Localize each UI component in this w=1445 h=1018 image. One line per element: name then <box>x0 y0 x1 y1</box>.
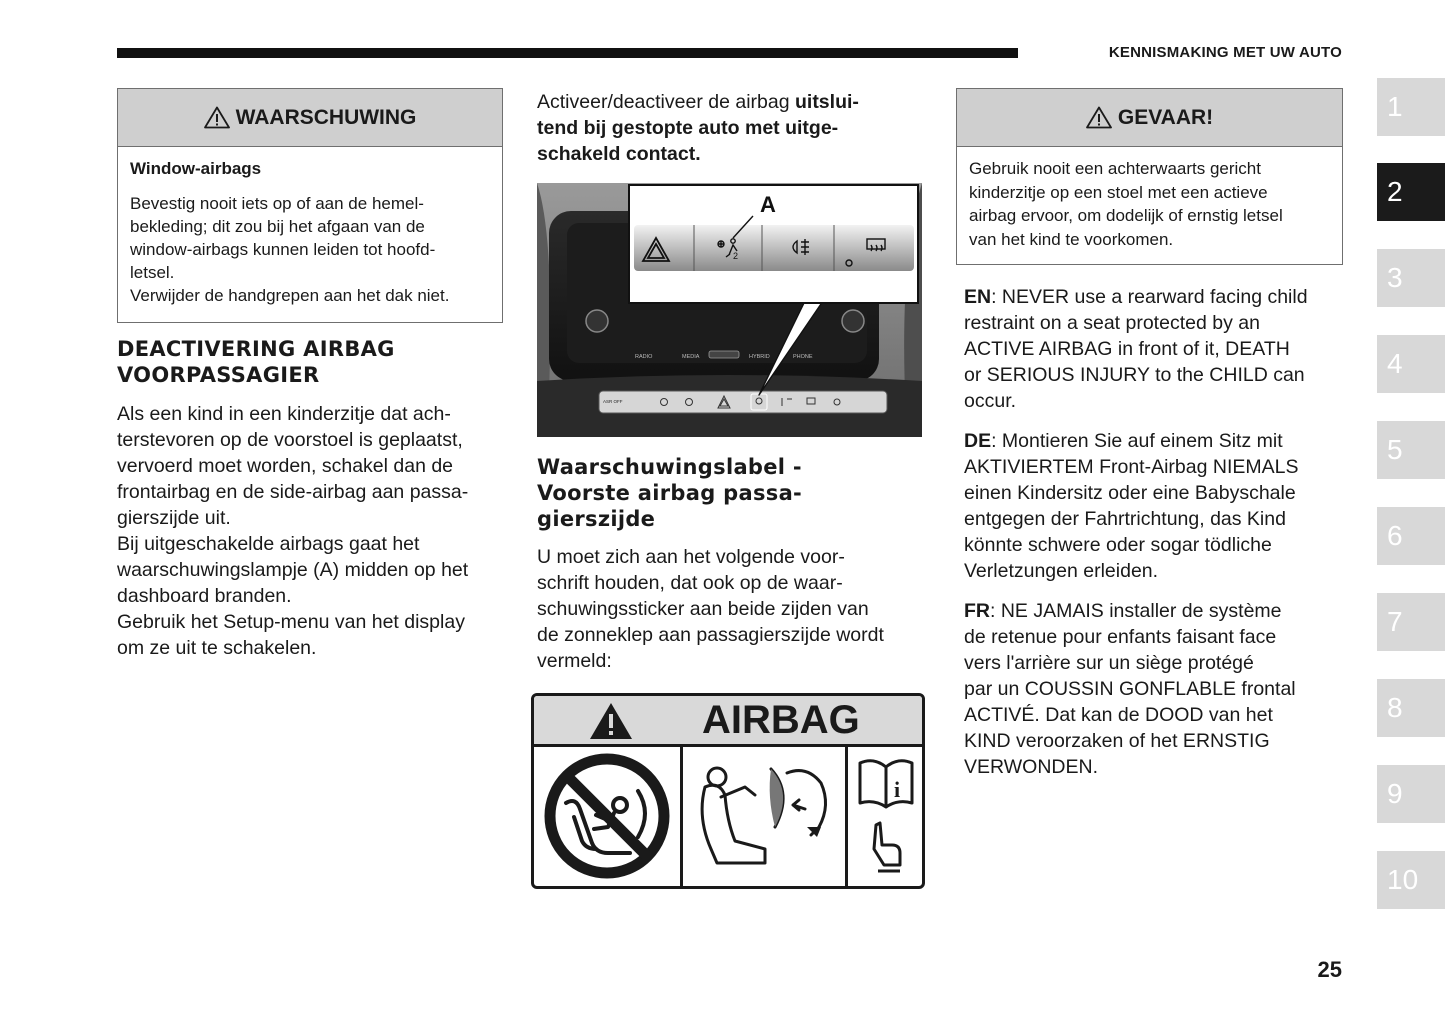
warning-box-subtitle: Window-airbags <box>130 159 262 178</box>
translation-line <box>964 728 1344 754</box>
warning-text-line: letsel. <box>130 263 175 282</box>
panel-label: MEDIA <box>682 354 700 360</box>
body-text-line: Bij uitgeschakelde airbags gaat het <box>117 533 420 555</box>
chapter-tab-2[interactable]: 2 <box>1377 163 1445 221</box>
no-rear-facing-seat-cell <box>534 747 683 886</box>
body-text-line: terstevoren op de voorstoel is geplaatst, <box>117 429 463 451</box>
translation-text: könnte schwere oder sogar tödliche <box>964 534 1272 556</box>
translation-text: VERWONDEN. <box>964 756 1098 778</box>
danger-box-header <box>957 89 1342 147</box>
no-child-seat-icon <box>534 747 680 886</box>
intro-bold: tend bij gestopte auto met uitge- <box>537 117 839 139</box>
translation-fr <box>964 598 1344 780</box>
body-text-line: schrift houden, dat ook op de waar- <box>537 572 843 594</box>
asr-off-button-label: ASR OFF <box>603 399 623 404</box>
translation-text: AKTIVIERTEM Front-Airbag NIEMALS <box>964 456 1299 478</box>
warning-triangle-icon <box>204 106 230 129</box>
translation-text: vers l'arrière sur un siège protégé <box>964 652 1254 674</box>
translation-en <box>964 284 1344 414</box>
header-rule <box>117 48 1018 58</box>
danger-box-title: GEVAAR! <box>1117 105 1214 129</box>
chapter-tab-9[interactable]: 9 <box>1377 765 1445 823</box>
translation-text: einen Kindersitz oder eine Babyschale <box>964 482 1296 504</box>
translation-line <box>964 284 1344 310</box>
translation-text: : NEVER use a rearward facing child <box>991 286 1308 308</box>
warning-triangle-icon <box>1086 106 1112 129</box>
translation-line <box>964 310 1344 336</box>
section-heading-line: Voorste airbag passa- <box>537 481 803 505</box>
section-heading-line: Waarschuwingslabel - <box>537 455 802 479</box>
body-text-line: U moet zich aan het volgende voor- <box>537 546 845 568</box>
dashboard-photo <box>537 183 922 437</box>
chapter-tab-1[interactable]: 1 <box>1377 78 1445 136</box>
airbag-deploy-cell <box>683 747 848 886</box>
danger-box <box>956 88 1343 265</box>
translation-line <box>964 702 1344 728</box>
chapter-tab-5[interactable]: 5 <box>1377 421 1445 479</box>
language-code: DE <box>964 430 992 452</box>
chapter-tab-10[interactable]: 10 <box>1377 851 1445 909</box>
page-number: 25 <box>1317 957 1342 982</box>
language-code: FR <box>964 600 990 622</box>
airbag-warning-label <box>531 693 925 889</box>
translation-text: par un COUSSIN GONFLABLE frontal <box>964 678 1296 700</box>
airbag-label-word: AIRBAG <box>702 698 860 742</box>
translation-line <box>964 454 1344 480</box>
intro-text: Activeer/deactiveer de airbag <box>537 91 795 113</box>
translation-text: KIND veroorzaken of het ERNSTIG <box>964 730 1270 752</box>
body-text-line: vermeld: <box>537 650 612 672</box>
body-text-line: dashboard branden. <box>117 585 292 607</box>
translation-text: restraint on a seat protected by an <box>964 312 1260 334</box>
header-title: KENNISMAKING MET UW AUTO <box>1108 44 1342 61</box>
translation-line <box>964 480 1344 506</box>
airbag-deploy-icon <box>683 747 845 886</box>
danger-text-line: kinderzitje op een stoel met een actieve <box>969 182 1268 202</box>
translation-text: or SERIOUS INJURY to the CHILD can <box>964 364 1305 386</box>
warning-text-line: bekleding; dit zou bij het afgaan van de <box>130 217 425 236</box>
manual-info-icon <box>848 747 922 886</box>
section-heading-line: VOORPASSAGIER <box>117 363 320 387</box>
warning-text-line: Bevestig nooit iets op of aan de hemel- <box>130 194 424 213</box>
body-text-line: vervoerd moet worden, schakel dan de <box>117 455 454 477</box>
body-text-line: waarschuwingslampje (A) midden op het <box>117 559 469 581</box>
chapter-tab-8[interactable]: 8 <box>1377 679 1445 737</box>
translation-line <box>964 650 1344 676</box>
airbag-label-header <box>534 696 922 747</box>
chapter-tab-4[interactable]: 4 <box>1377 335 1445 393</box>
chapter-tab-6[interactable]: 6 <box>1377 507 1445 565</box>
chapter-tab-7[interactable]: 7 <box>1377 593 1445 651</box>
translation-text: de retenue pour enfants faisant face <box>964 626 1277 648</box>
body-text-line: gierszijde uit. <box>117 507 231 529</box>
panel-label: HYBRID <box>749 354 770 360</box>
svg-text:2: 2 <box>733 251 739 261</box>
translations <box>964 284 1344 780</box>
warning-text-line: window-airbags kunnen leiden tot hoofd- <box>130 240 436 259</box>
body-text-line: om ze uit te schakelen. <box>117 637 317 659</box>
chapter-tab-3[interactable]: 3 <box>1377 249 1445 307</box>
warning-box-body <box>118 147 502 307</box>
translation-line <box>964 506 1344 532</box>
translation-line <box>964 362 1344 388</box>
warning-triangle-icon <box>588 701 634 741</box>
intro-bold: uitslui- <box>794 91 859 113</box>
translation-text: ACTIVE AIRBAG in front of it, DEATH <box>964 338 1290 360</box>
section-heading-deactivation <box>117 336 503 388</box>
section-heading-line: gierszijde <box>537 507 656 531</box>
danger-box-text <box>957 147 1342 251</box>
translation-line <box>964 676 1344 702</box>
translation-line <box>964 558 1344 584</box>
translation-line <box>964 428 1344 454</box>
translation-text: : NE JAMAIS installer de système <box>990 600 1282 622</box>
warning-box-text <box>130 192 490 307</box>
danger-text-line: Gebruik nooit een achterwaarts gericht <box>969 159 1261 178</box>
intro-paragraph <box>537 89 927 167</box>
section-heading-line: DEACTIVERING AIRBAG <box>117 337 395 361</box>
warning-box <box>117 88 503 323</box>
panel-label: PHONE <box>793 354 813 360</box>
translation-text: Verletzungen erleiden. <box>964 560 1159 582</box>
body-text-line: frontairbag en de side-airbag aan passa- <box>117 481 469 503</box>
warning-box-header <box>118 89 502 147</box>
translation-text: : Montieren Sie auf einem Sitz mit <box>991 430 1283 452</box>
panel-label: RADIO <box>635 354 653 360</box>
translation-text: ACTIVÉ. Dat kan de DOOD van het <box>964 704 1273 726</box>
translation-text: entgegen der Fahrtrichtung, das Kind <box>964 508 1286 530</box>
translation-line <box>964 532 1344 558</box>
body-text-line: Gebruik het Setup-menu van het display <box>117 611 465 633</box>
svg-text:i: i <box>894 777 901 802</box>
body-text-line: Als een kind in een kinderzitje dat ach- <box>117 403 451 425</box>
translation-line <box>964 624 1344 650</box>
language-code: EN <box>964 286 992 308</box>
translation-line <box>964 388 1344 414</box>
callout-letter: A <box>760 192 776 217</box>
section-heading-warning-label <box>537 454 927 532</box>
section-body-warning-label <box>537 544 927 674</box>
manual-info-cell <box>848 747 925 886</box>
section-body-deactivation <box>117 401 503 661</box>
body-text-line: schuwingssticker aan beide zijden van <box>537 598 869 620</box>
translation-text: occur. <box>964 390 1017 412</box>
intro-bold: schakeld contact. <box>537 143 701 165</box>
danger-text-line: airbag ervoor, om dodelijk of ernstig letsel <box>969 206 1283 225</box>
danger-text-line: van het kind te voorkomen. <box>969 229 1174 249</box>
translation-line <box>964 336 1344 362</box>
translation-line <box>964 754 1344 780</box>
warning-box-title: WAARSCHUWING <box>235 105 417 129</box>
body-text-line: de zonneklep aan passagierszijde wordt <box>537 624 884 646</box>
warning-text-line: Verwijder de handgrepen aan het dak niet. <box>130 286 450 305</box>
translation-de <box>964 428 1344 584</box>
translation-line <box>964 598 1344 624</box>
